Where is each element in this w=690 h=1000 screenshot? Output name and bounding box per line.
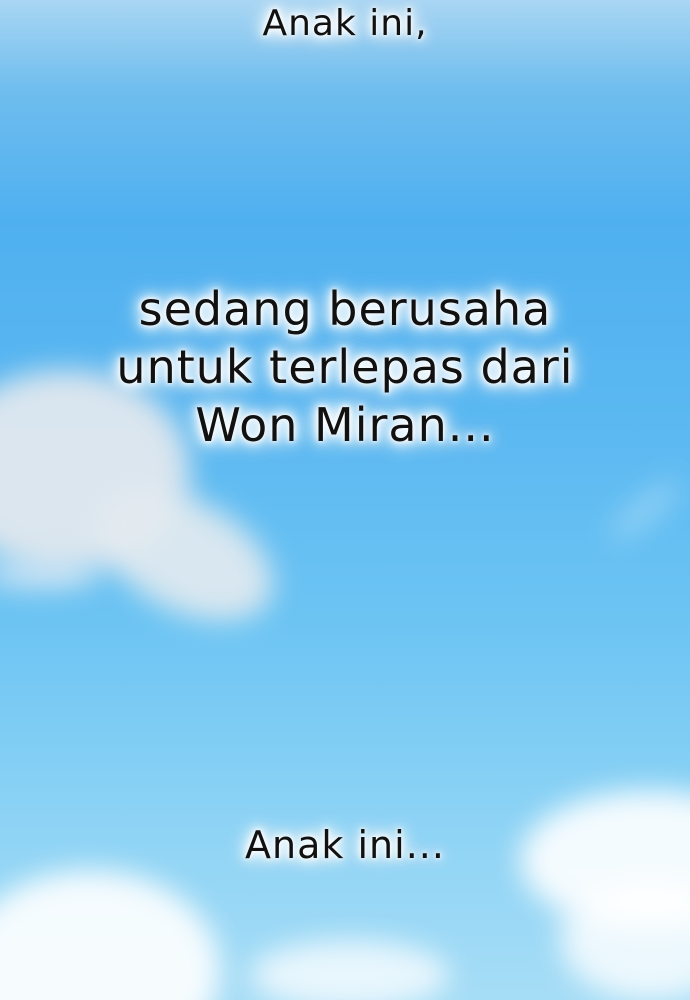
cloud-bottom-center [250,940,450,1000]
cloud-bottom-left [0,870,220,1000]
cloud-streak-right [604,473,686,546]
caption-middle-line-1: sedang berusaha [138,282,552,336]
caption-middle-line-2: untuk terlepas dari [116,340,574,394]
caption-top: Anak ini, [262,3,428,44]
caption-bottom: Anak ini... [245,823,445,867]
cloud-left-wisp [0,560,100,590]
caption-middle-line-3: Won Miran... [195,398,495,452]
caption-middle [0,280,690,454]
